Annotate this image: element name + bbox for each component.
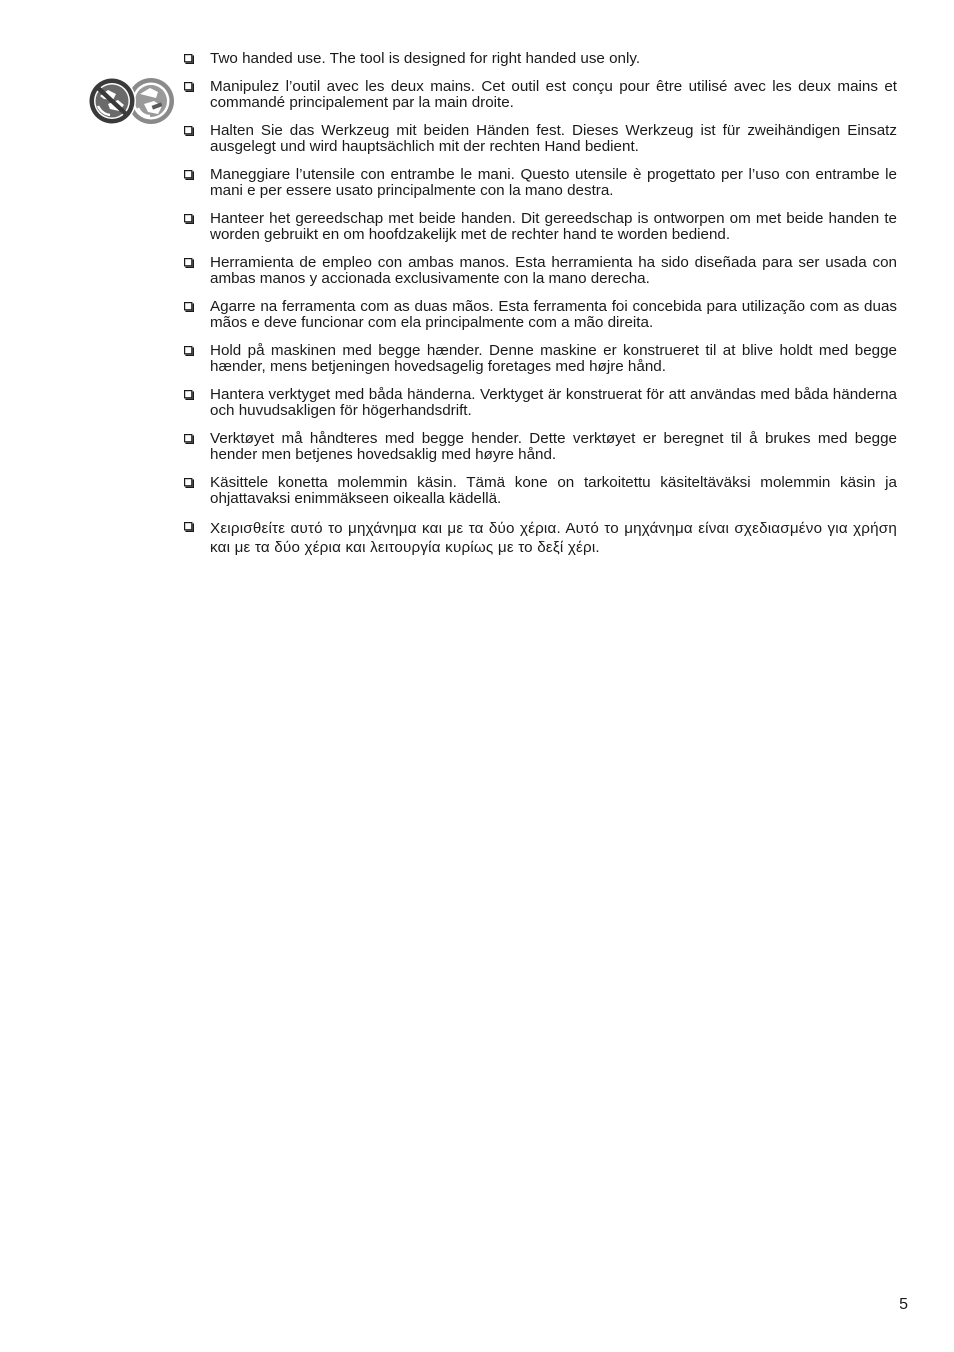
list-item xyxy=(184,299,897,331)
list-item xyxy=(184,519,897,557)
checkbox-bullet-icon xyxy=(184,522,194,532)
two-handed-use-pictogram xyxy=(86,74,178,128)
instruction-text: Agarre na ferramenta com as duas mãos. Esta ferramenta foi concebida para utilização com as duas mãos e deve funcionar com ela principalmente com a mão direita. xyxy=(210,298,897,331)
checkbox-bullet-icon xyxy=(184,478,194,488)
list-item xyxy=(184,79,897,111)
list-item xyxy=(184,167,897,199)
instruction-text: Hanteer het gereedschap met beide handen. Dit gereedschap is ontworpen om met beide handen te worden gebruikt en om hoofdzakelijk met de rechter hand te worden bediend. xyxy=(210,210,897,243)
list-item xyxy=(184,51,897,67)
checkbox-bullet-icon xyxy=(184,302,194,312)
checkbox-bullet-icon xyxy=(184,258,194,268)
list-item xyxy=(184,343,897,375)
instruction-text: Manipulez l’outil avec les deux mains. Cet outil est conçu pour être utilisé avec les deux mains et commandé principalement par la main droite. xyxy=(210,78,897,111)
checkbox-bullet-icon xyxy=(184,126,194,136)
instruction-text: Hantera verktyget med båda händerna. Verktyget är konstruerat för att användas med båda händerna och huvudsakligen för högerhandsdrift. xyxy=(210,386,897,419)
checkbox-bullet-icon xyxy=(184,434,194,444)
instruction-text: Two handed use. The tool is designed for right handed use only. xyxy=(210,50,641,67)
instruction-text: Herramienta de empleo con ambas manos. Esta herramienta ha sido diseñada para ser usada con ambas manos y accionada exclusivamente con la mano derecha. xyxy=(210,254,897,287)
checkbox-bullet-icon xyxy=(184,346,194,356)
instruction-text: Maneggiare l’utensile con entrambe le mani. Questo utensile è progettato per l’uso con entrambe le mani e per essere usato principalmente con la mano destra. xyxy=(210,166,897,199)
one-handed-use-prohibited-icon xyxy=(88,77,136,125)
checkbox-bullet-icon xyxy=(184,82,194,92)
safety-pictogram-icon xyxy=(86,74,178,128)
checkbox-bullet-icon xyxy=(184,214,194,224)
list-item xyxy=(184,123,897,155)
checkbox-bullet-icon xyxy=(184,54,194,64)
page-number: 5 xyxy=(899,1296,908,1313)
list-item xyxy=(184,475,897,507)
instruction-text: Χειρισθείτε αυτό το μηχάνημα και με τα δύο χέρια. Αυτό το μηχάνημα είναι σχεδιασμένο για χρήση και με τα δύο χέρια και λειτουργία κυρίως με το δεξί χέρι. xyxy=(210,520,897,556)
list-item xyxy=(184,387,897,419)
instruction-text: Verktøyet må håndteres med begge hender. Dette verktøyet er beregnet til å brukes med begge hender men betjenes hovedsaklig med høyre hånd. xyxy=(210,430,897,463)
checkbox-bullet-icon xyxy=(184,170,194,180)
list-item xyxy=(184,255,897,287)
checkbox-bullet-icon xyxy=(184,390,194,400)
instruction-text: Halten Sie das Werkzeug mit beiden Händen fest. Dieses Werkzeug ist für zweihändigen Einsatz ausgelegt und wird hauptsächlich mit der rechten Hand bedient. xyxy=(210,122,897,155)
list-item xyxy=(184,431,897,463)
instruction-text: Hold på maskinen med begge hænder. Denne maskine er konstrueret til at blive holdt med begge hænder, mens betjeningen hovedsagelig foretages med højre hånd. xyxy=(210,342,897,375)
list-item xyxy=(184,211,897,243)
instruction-text: Käsittele konetta molemmin käsin. Tämä kone on tarkoitettu käsiteltäväksi molemmin käsin ja ohjattavaksi enimmäkseen oikealla kädellä. xyxy=(210,474,897,507)
instruction-list xyxy=(184,51,897,569)
